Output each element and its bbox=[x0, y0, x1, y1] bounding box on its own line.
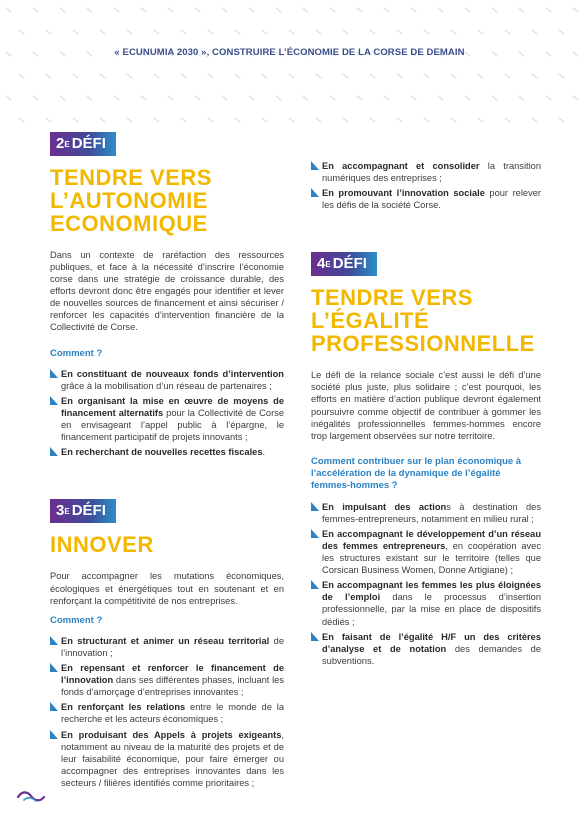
background-dash bbox=[492, 8, 497, 12]
background-dash bbox=[424, 118, 429, 122]
list-item bbox=[50, 395, 284, 443]
bullet-text: des demandes de subventions. bbox=[322, 643, 541, 666]
background-dash bbox=[546, 96, 551, 100]
list-item bbox=[50, 729, 284, 789]
defi-4-badge bbox=[311, 252, 377, 276]
background-dash bbox=[451, 74, 456, 78]
background-dash bbox=[478, 30, 483, 34]
defi-2-title-line: ECONOMIQUE bbox=[50, 211, 208, 236]
background-pattern bbox=[0, 0, 579, 140]
background-dash bbox=[532, 118, 537, 122]
bullet-text: pour relever les défis de la société Corse. bbox=[322, 188, 541, 211]
defi-4-number: 4 bbox=[317, 255, 326, 273]
background-dash bbox=[451, 30, 456, 34]
defi-4-intro: Le défi de la relance sociale c’est aussi le défi d’une société plus juste, plus solidaire ; c’est pourquoi, les efforts en matière d’action publique devront également poursuivre comme objectif de contribuer à gommer les inégalités professionnelles femmes-hommes encore trop largement observées sur notre territoire. bbox=[311, 370, 541, 441]
background-dash bbox=[87, 96, 92, 100]
background-dash bbox=[343, 74, 348, 78]
defi-3-number: 3 bbox=[56, 502, 65, 520]
bullet-text: pour la Collectivité de Corse en envisageant l’appel public à l’épargne, le financement participatif de projets innovants ; bbox=[61, 408, 284, 443]
bullet-text: dans le processus d’insertion professionnelle, par la mise en place de dispositifs dédiés ; bbox=[322, 592, 541, 627]
background-dash bbox=[33, 8, 38, 12]
bullet-bold: En accompagnant les femmes les plus éloignées de l’emploi bbox=[322, 580, 541, 603]
list-item bbox=[50, 635, 284, 659]
background-dash bbox=[397, 118, 402, 122]
background-dash bbox=[276, 8, 281, 12]
bullet-bold: En recherchant de nouvelles recettes fiscales bbox=[61, 447, 263, 458]
bullet-text: entre le monde de la recherche et les acteurs économiques ; bbox=[61, 702, 284, 725]
wave-logo-icon bbox=[16, 790, 46, 804]
background-dash bbox=[505, 30, 510, 34]
background-dash bbox=[114, 96, 119, 100]
background-dash bbox=[181, 74, 186, 78]
bullet-bold: En repensant et renforcer le financement de l’innovation bbox=[61, 663, 284, 686]
background-dash bbox=[73, 118, 78, 122]
background-dash bbox=[465, 96, 470, 100]
defi-2-word: DÉFI bbox=[71, 135, 106, 152]
background-dash bbox=[438, 8, 443, 12]
background-dash bbox=[330, 96, 335, 100]
bullet-text: . bbox=[262, 447, 266, 458]
background-dash bbox=[424, 30, 429, 34]
defi-2-title-line: L’AUTONOMIE bbox=[50, 188, 208, 213]
background-dash bbox=[73, 30, 78, 34]
background-dash bbox=[303, 8, 308, 12]
bullet-text: dans ses différentes phases, incluant les fonds d’amorçage d’entreprises innovantes ; bbox=[61, 675, 284, 698]
background-dash bbox=[559, 118, 564, 122]
bullet-arrow-icon bbox=[50, 369, 58, 378]
defi-4-title-line: L’ÉGALITÉ bbox=[311, 308, 430, 334]
background-dash bbox=[141, 8, 146, 12]
bullet-text: s à destination des femmes-entrepreneurs, notamment en milieu rural ; bbox=[322, 501, 541, 524]
bullet-bold: En faisant de l’égalité H/F un des critères d’analyse et de notation bbox=[322, 631, 541, 654]
background-dash bbox=[532, 74, 537, 78]
background-dash bbox=[478, 74, 483, 78]
background-dash bbox=[465, 8, 470, 12]
defi-2-sup: E bbox=[64, 140, 70, 149]
background-dash bbox=[316, 30, 321, 34]
background-dash bbox=[478, 118, 483, 122]
background-dash bbox=[6, 96, 11, 100]
background-dash bbox=[262, 74, 267, 78]
background-dash bbox=[46, 74, 51, 78]
background-dash bbox=[222, 8, 227, 12]
background-dash bbox=[235, 118, 240, 122]
list-item bbox=[50, 662, 284, 698]
background-dash bbox=[235, 74, 240, 78]
background-dash bbox=[289, 30, 294, 34]
defi-4-title-line: PROFESSIONNELLE bbox=[311, 331, 535, 357]
background-dash bbox=[249, 8, 254, 12]
background-dash bbox=[195, 8, 200, 12]
background-dash bbox=[289, 118, 294, 122]
background-dash bbox=[154, 30, 159, 34]
background-dash bbox=[46, 118, 51, 122]
background-dash bbox=[370, 118, 375, 122]
bullet-bold: En accompagnant et consolider bbox=[322, 161, 480, 171]
background-dash bbox=[532, 30, 537, 34]
background-dash bbox=[316, 118, 321, 122]
defi-2-number: 2 bbox=[56, 135, 65, 152]
bullet-bold: En promouvant l’innovation sociale bbox=[322, 188, 485, 199]
background-dash bbox=[249, 96, 254, 100]
background-dash bbox=[60, 96, 65, 100]
background-dash bbox=[519, 8, 524, 12]
bullet-bold: En impulsant des action bbox=[322, 501, 447, 512]
defi-2-title bbox=[50, 166, 284, 235]
page-header-title: « ECUNUMIA 2030 », CONSTRUIRE L’ÉCONOMIE DE LA CORSE DE DEMAIN bbox=[114, 47, 465, 58]
background-dash bbox=[33, 96, 38, 100]
background-dash bbox=[276, 96, 281, 100]
right-column bbox=[311, 160, 541, 670]
background-dash bbox=[100, 118, 105, 122]
background-dash bbox=[343, 118, 348, 122]
background-dash bbox=[19, 118, 24, 122]
background-dash bbox=[397, 30, 402, 34]
background-dash bbox=[397, 74, 402, 78]
background-dash bbox=[505, 118, 510, 122]
background-dash bbox=[384, 96, 389, 100]
defi-2-badge bbox=[50, 132, 116, 156]
background-dash bbox=[195, 96, 200, 100]
background-dash bbox=[411, 96, 416, 100]
bullet-text: , en coopération avec les structures existant sur le territoire (telles que Corsican Business Women, Donne Artigiane) ; bbox=[322, 541, 541, 576]
defi-4-title-line: TENDRE VERS bbox=[311, 285, 473, 311]
bullet-arrow-icon bbox=[50, 636, 58, 645]
bullet-bold: En renforçant les relations bbox=[61, 702, 186, 713]
list-item bbox=[311, 528, 541, 576]
background-dash bbox=[505, 74, 510, 78]
background-dash bbox=[127, 30, 132, 34]
background-dash bbox=[60, 8, 65, 12]
background-dash bbox=[384, 8, 389, 12]
defi-3-sup: E bbox=[64, 507, 70, 517]
defi-4-bullet-list bbox=[311, 501, 541, 667]
list-item bbox=[311, 631, 541, 667]
bullet-bold: En constituant de nouveaux fonds d’intervention bbox=[61, 368, 284, 379]
list-item bbox=[50, 701, 284, 725]
bullet-arrow-icon bbox=[311, 188, 319, 197]
defi-2-bullet-list bbox=[50, 368, 284, 459]
background-dash bbox=[262, 30, 267, 34]
background-dash bbox=[438, 96, 443, 100]
background-dash bbox=[87, 8, 92, 12]
background-dash bbox=[370, 74, 375, 78]
background-dash bbox=[262, 118, 267, 122]
defi-4-word: DÉFI bbox=[332, 255, 367, 273]
background-dash bbox=[357, 96, 362, 100]
bullet-arrow-icon bbox=[311, 502, 319, 511]
bullet-text: de l’innovation ; bbox=[61, 636, 284, 659]
background-dash bbox=[411, 8, 416, 12]
background-dash bbox=[316, 74, 321, 78]
background-dash bbox=[100, 30, 105, 34]
background-dash bbox=[573, 96, 578, 100]
defi-3-title: INNOVER bbox=[50, 532, 154, 558]
background-dash bbox=[573, 8, 578, 12]
defi-4-sup: E bbox=[325, 260, 331, 270]
background-dash bbox=[357, 8, 362, 12]
background-dash bbox=[168, 8, 173, 12]
background-dash bbox=[222, 96, 227, 100]
defi-2-title-line: TENDRE VERS bbox=[50, 165, 212, 190]
background-dash bbox=[519, 96, 524, 100]
background-dash bbox=[235, 30, 240, 34]
background-dash bbox=[19, 30, 24, 34]
background-dash bbox=[559, 30, 564, 34]
background-dash bbox=[19, 74, 24, 78]
bullet-arrow-icon bbox=[311, 529, 319, 538]
background-dash bbox=[289, 74, 294, 78]
background-dash bbox=[168, 96, 173, 100]
background-dash bbox=[154, 74, 159, 78]
list-item bbox=[311, 501, 541, 525]
background-dash bbox=[330, 8, 335, 12]
background-dash bbox=[208, 118, 213, 122]
bullet-arrow-icon bbox=[50, 702, 58, 711]
bullet-arrow-icon bbox=[50, 730, 58, 739]
background-dash bbox=[343, 30, 348, 34]
list-item bbox=[50, 368, 284, 392]
background-dash bbox=[546, 8, 551, 12]
background-dash bbox=[424, 74, 429, 78]
left-column bbox=[50, 132, 284, 792]
defi-3-comment-heading: Comment ? bbox=[50, 614, 103, 626]
defi-3-word: DÉFI bbox=[71, 502, 106, 520]
background-dash bbox=[181, 118, 186, 122]
background-dash bbox=[370, 30, 375, 34]
background-dash bbox=[6, 8, 11, 12]
bullet-bold: En organisant la mise en œuvre de moyens de financement alternatifs bbox=[61, 396, 284, 419]
defi-4-title bbox=[311, 286, 541, 355]
bullet-arrow-icon bbox=[311, 161, 319, 170]
bullet-text: , notamment au niveau de la maturité des projets et de leur faisabilité économique, pour faire émerger ou accompagner des entreprises innovantes dans les secteurs / filières identifiés comme prioritaires ; bbox=[61, 729, 284, 788]
background-dash bbox=[559, 74, 564, 78]
background-dash bbox=[208, 74, 213, 78]
defi-2-intro: Dans un contexte de raréfaction des ressources publiques, et face à la nécessité d’inscrire l’économie corse dans une stratégie de croissance durable, des efforts devront donc être engagés pour identifier et lever de nouvelles sources de financement et ainsi sécuriser / renforcer les capacités d’intervention financière de la Collectivité de Corse. bbox=[50, 250, 284, 333]
defi-2-comment-heading: Comment ? bbox=[50, 347, 103, 359]
bullet-bold: En accompagnant le développement d’un réseau des femmes entrepreneurs bbox=[322, 528, 541, 552]
defi-4-comment-heading: Comment contribuer sur le plan économique à l’accélération de la dynamique de l’égalité femmes-hommes ? bbox=[311, 455, 522, 492]
background-dash bbox=[451, 118, 456, 122]
bullet-bold: En structurant et animer un réseau territorial bbox=[61, 636, 270, 647]
bullet-arrow-icon bbox=[50, 447, 58, 456]
background-dash bbox=[127, 118, 132, 122]
background-dash bbox=[492, 96, 497, 100]
background-dash bbox=[73, 74, 78, 78]
background-dash bbox=[127, 74, 132, 78]
bullet-text: grâce à la mobilisation d’un réseau de partenaires ; bbox=[61, 380, 272, 391]
list-item bbox=[311, 160, 541, 184]
list-item bbox=[50, 446, 284, 458]
bullet-arrow-icon bbox=[50, 663, 58, 672]
defi-3-badge bbox=[50, 499, 116, 523]
background-dash bbox=[114, 8, 119, 12]
background-dash bbox=[100, 74, 105, 78]
list-item bbox=[311, 187, 541, 211]
bullet-bold: En produisant des Appels à projets exigeants bbox=[61, 729, 282, 740]
defi-3-intro: Pour accompagner les mutations économiques, écologiques et énergétiques tout en soutenant et en renforçant la compétitivité de nos entreprises. bbox=[50, 571, 284, 606]
background-dash bbox=[154, 118, 159, 122]
bullet-text: la transition numériques des entreprises ; bbox=[322, 161, 541, 184]
background-dash bbox=[208, 30, 213, 34]
defi-2-continued-list bbox=[311, 160, 541, 211]
background-dash bbox=[141, 96, 146, 100]
background-dash bbox=[181, 30, 186, 34]
bullet-arrow-icon bbox=[311, 580, 319, 589]
background-dash bbox=[46, 30, 51, 34]
bullet-arrow-icon bbox=[50, 396, 58, 405]
bullet-arrow-icon bbox=[311, 632, 319, 641]
list-item bbox=[311, 579, 541, 627]
background-dash bbox=[303, 96, 308, 100]
defi-3-bullet-list bbox=[50, 635, 284, 789]
